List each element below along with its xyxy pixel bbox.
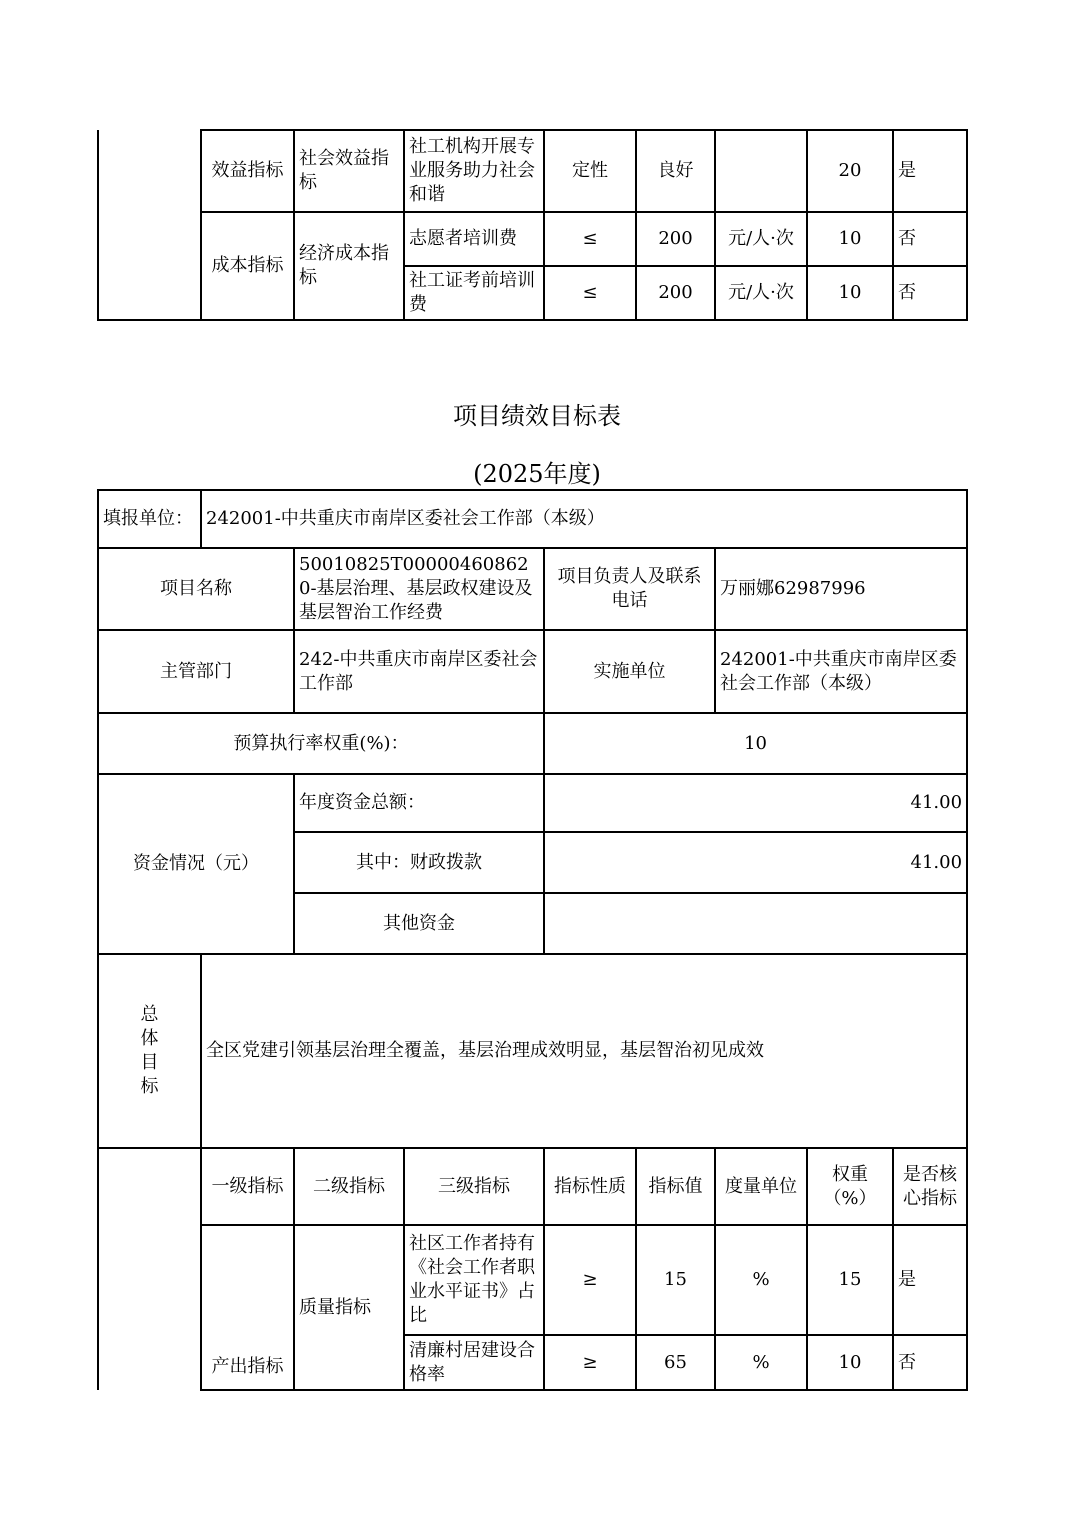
- unit-cell: 元/人·次: [715, 212, 807, 266]
- unit-cell: 元/人·次: [715, 266, 807, 320]
- fiscal-value: 41.00: [544, 832, 967, 893]
- impl-label: 实施单位: [544, 630, 715, 713]
- value-cell: 良好: [636, 130, 715, 212]
- header-core: 是否核心指标: [893, 1148, 967, 1225]
- table-row: [98, 954, 967, 1148]
- unit-cell: %: [715, 1335, 807, 1390]
- budget-weight-value: 10: [544, 713, 967, 774]
- nature-cell: ≤: [544, 212, 636, 266]
- table-row: [98, 630, 967, 713]
- top-indicator-table: [97, 129, 968, 321]
- level3-cell: 社区工作者持有《社会工作者职业水平证书》占比: [404, 1225, 544, 1335]
- table-row: [98, 548, 967, 630]
- level3-cell: 社工证考前培训费: [404, 266, 544, 320]
- unit-cell: [715, 130, 807, 212]
- table-row: [98, 774, 967, 832]
- value-cell: 15: [636, 1225, 715, 1335]
- value-cell: 200: [636, 212, 715, 266]
- budget-weight-label: 预算执行率权重(%)：: [98, 713, 544, 774]
- page-subtitle: (2025年度): [473, 460, 601, 488]
- unit-value: 242001-中共重庆市南岸区委社会工作部（本级）: [201, 490, 967, 548]
- blank-cell: [98, 130, 201, 320]
- unit-cell: %: [715, 1225, 807, 1335]
- contact-value: 万丽娜62987996: [715, 548, 967, 630]
- impl-value: 242001-中共重庆市南岸区委社会工作部（本级）: [715, 630, 967, 713]
- level3-cell: 社工机构开展专业服务助力社会和谐: [404, 130, 544, 212]
- table-row: [98, 1225, 967, 1335]
- nature-cell: ≥: [544, 1225, 636, 1335]
- weight-cell: 10: [807, 266, 893, 320]
- core-cell: 否: [893, 266, 967, 320]
- level2-cell: 经济成本指标: [294, 212, 404, 320]
- funds-label: 资金情况（元）: [98, 774, 294, 954]
- core-cell: 否: [893, 212, 967, 266]
- annual-total-value: 41.00: [544, 774, 967, 832]
- performance-goal-table: [97, 489, 968, 1391]
- nature-cell: ≤: [544, 266, 636, 320]
- dept-value: 242-中共重庆市南岸区委社会工作部: [294, 630, 544, 713]
- level1-cell: 效益指标: [201, 130, 294, 212]
- nature-cell: 定性: [544, 130, 636, 212]
- header-level2: 二级指标: [294, 1148, 404, 1225]
- weight-cell: 15: [807, 1225, 893, 1335]
- weight-cell: 10: [807, 212, 893, 266]
- level3-cell: 清廉村居建设合格率: [404, 1335, 544, 1390]
- other-funds-label: 其他资金: [294, 893, 544, 954]
- table-row: [98, 490, 967, 548]
- table-header-row: [98, 1148, 967, 1225]
- other-funds-value: [544, 893, 967, 954]
- header-nature: 指标性质: [544, 1148, 636, 1225]
- header-level1: 一级指标: [201, 1148, 294, 1225]
- weight-cell: 20: [807, 130, 893, 212]
- value-cell: 200: [636, 266, 715, 320]
- level2-cell: 社会效益指标: [294, 130, 404, 212]
- header-level3: 三级指标: [404, 1148, 544, 1225]
- unit-label: 填报单位：: [98, 490, 201, 548]
- weight-cell: 10: [807, 1335, 893, 1390]
- level1-cell: 产出指标: [201, 1225, 294, 1390]
- goal-value: 全区党建引领基层治理全覆盖，基层治理成效明显，基层智治初见成效: [201, 954, 967, 1148]
- contact-label: 项目负责人及联系电话: [544, 548, 715, 630]
- goal-label: 总体目标: [98, 954, 201, 1148]
- page-title: 项目绩效目标表: [453, 402, 621, 430]
- table-row: [98, 212, 967, 266]
- header-weight: 权重（%）: [807, 1148, 893, 1225]
- core-cell: 是: [893, 130, 967, 212]
- project-name-label: 项目名称: [98, 548, 294, 630]
- core-cell: 是: [893, 1225, 967, 1335]
- blank-cell: [98, 1148, 201, 1390]
- header-value: 指标值: [636, 1148, 715, 1225]
- table-row: [98, 130, 967, 212]
- core-cell: 否: [893, 1335, 967, 1390]
- fiscal-label: 其中：财政拨款: [294, 832, 544, 893]
- nature-cell: ≥: [544, 1335, 636, 1390]
- value-cell: 65: [636, 1335, 715, 1390]
- level2-cell: 质量指标: [294, 1225, 404, 1390]
- dept-label: 主管部门: [98, 630, 294, 713]
- level3-cell: 志愿者培训费: [404, 212, 544, 266]
- project-name-value: 50010825T000004608620-基层治理、基层政权建设及基层智治工作经费: [294, 548, 544, 630]
- annual-total-label: 年度资金总额：: [294, 774, 544, 832]
- level1-cell: 成本指标: [201, 212, 294, 320]
- table-row: [98, 713, 967, 774]
- header-unit: 度量单位: [715, 1148, 807, 1225]
